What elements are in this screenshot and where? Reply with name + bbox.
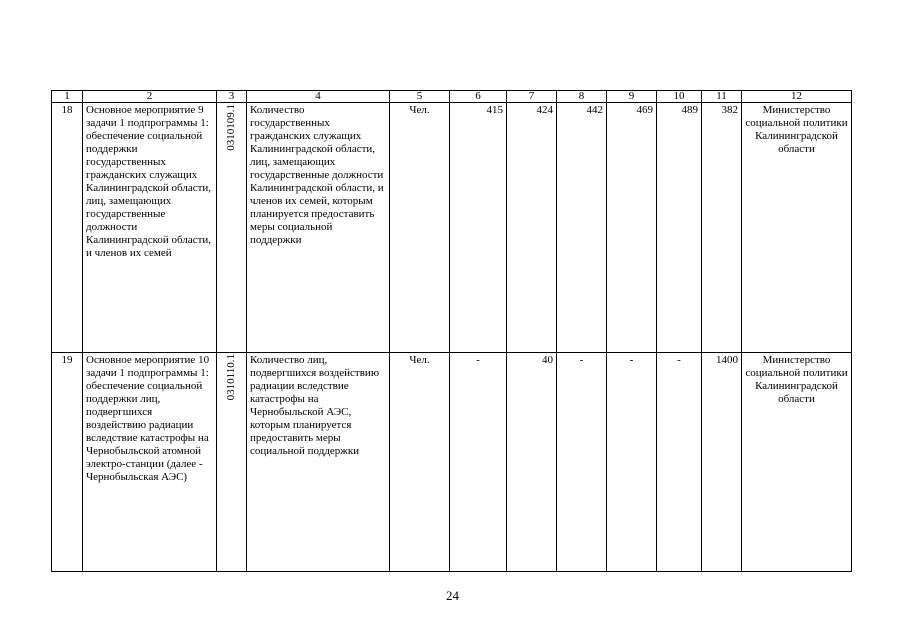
table-row xyxy=(52,103,852,353)
measure-name: Основное мероприятие 10 задачи 1 подпрограммы 1: обеспечение социальной поддержки лиц, подвергшихся воздействию радиации вследствие катастрофы на Чернобыльской атомной электро-станции (далее - Чернобыльская АЭС) xyxy=(83,353,217,572)
row-number: 19 xyxy=(52,353,83,572)
header-cell: 10 xyxy=(657,91,702,103)
value-cell: 40 xyxy=(507,353,557,572)
value-cell: 424 xyxy=(507,103,557,353)
header-cell: 5 xyxy=(390,91,450,103)
measure-code: 0310109.1 xyxy=(225,104,237,151)
executor-cell: Министерство социальной политики Калининградской области xyxy=(742,103,852,353)
header-row xyxy=(52,91,852,103)
value-cell: 469 xyxy=(607,103,657,353)
header-cell: 9 xyxy=(607,91,657,103)
row-number: 18 xyxy=(52,103,83,353)
code-cell xyxy=(217,103,247,353)
value-cell: 382 xyxy=(702,103,742,353)
measure-name: Основное мероприятие 9 задачи 1 подпрограммы 1: обеспечение социальной поддержки государственных гражданских служащих Калининградской области, лиц, замещающих государственные должности Калининградской области, и членов их семей xyxy=(83,103,217,353)
indicator-name: Количество государственных гражданских служащих Калининградской области, лиц, замещающих государственные должности Калининградской области, и членов их семей, которым планируется предоставить меры социальной поддержки xyxy=(247,103,390,353)
unit-cell: Чел. xyxy=(390,103,450,353)
value-cell: 415 xyxy=(450,103,507,353)
header-cell: 1 xyxy=(52,91,83,103)
indicator-name: Количество лиц, подвергшихся воздействию радиации вследствие катастрофы на Чернобыльской АЭС, которым планируется предоставить меры социальной поддержки xyxy=(247,353,390,572)
value-cell: - xyxy=(607,353,657,572)
header-cell: 12 xyxy=(742,91,852,103)
header-cell: 4 xyxy=(247,91,390,103)
header-cell: 3 xyxy=(217,91,247,103)
measure-code: 0310110.1 xyxy=(225,354,237,401)
header-cell: 6 xyxy=(450,91,507,103)
table-row xyxy=(52,353,852,572)
unit-cell: Чел. xyxy=(390,353,450,572)
value-cell: 489 xyxy=(657,103,702,353)
value-cell: 442 xyxy=(557,103,607,353)
page-number: 24 xyxy=(446,588,459,603)
value-cell: - xyxy=(557,353,607,572)
code-cell xyxy=(217,353,247,572)
value-cell: 1400 xyxy=(702,353,742,572)
header-cell: 7 xyxy=(507,91,557,103)
header-cell: 8 xyxy=(557,91,607,103)
data-table xyxy=(51,90,852,572)
value-cell: - xyxy=(450,353,507,572)
header-cell: 2 xyxy=(83,91,217,103)
value-cell: - xyxy=(657,353,702,572)
executor-cell: Министерство социальной политики Калининградской области xyxy=(742,353,852,572)
header-cell: 11 xyxy=(702,91,742,103)
